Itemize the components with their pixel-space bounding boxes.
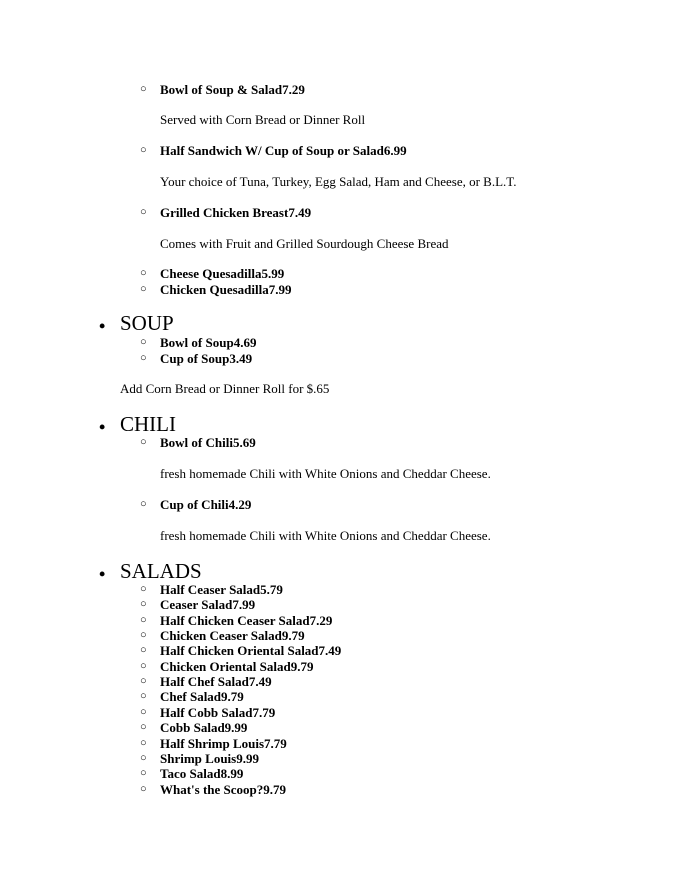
item-name: Bowl of Soup & Salad: [160, 82, 283, 97]
item-name: Grilled Chicken Breast: [160, 205, 289, 220]
item-price: 3.49: [229, 351, 253, 366]
item-name: Half Shrimp Louis: [160, 736, 265, 751]
item-description: fresh homemade Chili with White Onions and Cheddar Cheese.: [160, 466, 491, 481]
sub-bullet-icon: ○: [140, 721, 147, 733]
menu-item: [160, 83, 305, 96]
item-name: Half Chef Salad: [160, 674, 249, 689]
item-description: Your choice of Tuna, Turkey, Egg Salad, Ham and Cheese, or B.L.T.: [160, 174, 517, 189]
sub-bullet-icon: ○: [140, 660, 147, 672]
sub-bullet-icon: ○: [140, 598, 147, 610]
sub-bullet-icon: ○: [140, 675, 147, 687]
item-name: Cup of Soup: [160, 351, 230, 366]
menu-item: [160, 675, 272, 688]
sub-bullet-icon: ○: [140, 498, 147, 510]
section-title: CHILI: [120, 412, 176, 436]
sub-bullet-icon: ○: [140, 644, 147, 656]
menu-item: [160, 783, 286, 796]
item-price: 9.79: [263, 782, 287, 797]
item-name: Half Ceaser Salad: [160, 582, 261, 597]
item-price: 9.79: [281, 628, 305, 643]
item-name: What's the Scoop?: [160, 782, 264, 797]
item-price: 9.99: [236, 751, 259, 766]
menu-item: [160, 660, 314, 673]
item-name: Ceaser Salad: [160, 597, 233, 612]
sub-bullet-icon: ○: [140, 436, 147, 448]
item-description: Served with Corn Bread or Dinner Roll: [160, 112, 366, 127]
item-name: Bowl of Soup: [160, 335, 234, 350]
menu-item: [160, 206, 311, 219]
item-price: 4.29: [228, 497, 252, 512]
sub-bullet-icon: ○: [140, 783, 147, 795]
item-name: Taco Salad: [160, 766, 221, 781]
sub-bullet-icon: ○: [140, 767, 147, 779]
menu-item: [160, 436, 256, 449]
item-name: Chicken Oriental Salad: [160, 659, 291, 674]
section-title: SOUP: [120, 311, 174, 335]
item-price: 7.79: [252, 705, 276, 720]
section-title: SALADS: [120, 559, 202, 583]
sub-bullet-icon: ○: [140, 583, 147, 595]
sub-bullet-icon: ○: [140, 706, 147, 718]
menu-item: [160, 498, 251, 511]
item-name: Cheese Quesadilla: [160, 266, 262, 281]
item-name: Half Cobb Salad: [160, 705, 253, 720]
item-price: 4.69: [233, 335, 257, 350]
sub-bullet-icon: ○: [140, 352, 147, 364]
section-bullet-icon: •: [99, 316, 106, 336]
sub-bullet-icon: ○: [140, 752, 147, 764]
sub-bullet-icon: ○: [140, 83, 147, 95]
menu-item: [160, 336, 256, 349]
item-price: 5.99: [261, 266, 285, 281]
menu-item: [160, 644, 341, 657]
menu-item: [160, 598, 255, 611]
item-price: 9.79: [290, 659, 314, 674]
item-price: 7.29: [282, 82, 305, 97]
menu-item: [160, 690, 244, 703]
menu-item: [160, 706, 275, 719]
item-price: 5.79: [260, 582, 283, 597]
item-name: Shrimp Louis: [160, 751, 237, 766]
item-name: Bowl of Chili: [160, 435, 233, 450]
sub-bullet-icon: ○: [140, 283, 147, 295]
item-description: Comes with Fruit and Grilled Sourdough Cheese Bread: [160, 236, 449, 251]
menu-item: [160, 752, 259, 765]
menu-item: [160, 614, 332, 627]
sub-bullet-icon: ○: [140, 267, 147, 279]
section-bullet-icon: •: [99, 417, 106, 437]
sub-bullet-icon: ○: [140, 629, 147, 641]
item-price: 7.49: [318, 643, 342, 658]
menu-item: [160, 267, 284, 280]
menu-item: [160, 737, 287, 750]
menu-item: [160, 629, 305, 642]
item-price: 7.99: [268, 282, 292, 297]
item-name: Half Sandwich W/ Cup of Soup or Salad: [160, 143, 384, 158]
menu-item: [160, 721, 247, 734]
item-price: 8.99: [220, 766, 244, 781]
item-name: Chicken Ceaser Salad: [160, 628, 282, 643]
item-price: 5.69: [232, 435, 256, 450]
section-note: Add Corn Bread or Dinner Roll for $.65: [120, 381, 330, 396]
item-description: fresh homemade Chili with White Onions and Cheddar Cheese.: [160, 528, 491, 543]
menu-item: [160, 583, 283, 596]
item-price: 7.79: [264, 736, 287, 751]
item-name: Cup of Chili: [160, 497, 229, 512]
item-name: Half Chicken Oriental Salad: [160, 643, 319, 658]
sub-bullet-icon: ○: [140, 690, 147, 702]
item-name: Chef Salad: [160, 689, 222, 704]
section-bullet-icon: •: [99, 564, 106, 584]
menu-item: [160, 352, 252, 365]
menu-item: [160, 283, 291, 296]
item-price: 7.29: [309, 613, 333, 628]
sub-bullet-icon: ○: [140, 206, 147, 218]
item-price: 7.49: [288, 205, 312, 220]
item-price: 9.99: [224, 720, 248, 735]
item-price: 7.99: [232, 597, 256, 612]
item-name: Chicken Quesadilla: [160, 282, 269, 297]
sub-bullet-icon: ○: [140, 737, 147, 749]
sub-bullet-icon: ○: [140, 336, 147, 348]
item-price: 9.79: [221, 689, 244, 704]
item-name: Cobb Salad: [160, 720, 225, 735]
item-name: Half Chicken Ceaser Salad: [160, 613, 310, 628]
sub-bullet-icon: ○: [140, 144, 147, 156]
menu-item: [160, 767, 243, 780]
menu-item: [160, 144, 407, 157]
sub-bullet-icon: ○: [140, 614, 147, 626]
item-price: 6.99: [383, 143, 407, 158]
item-price: 7.49: [248, 674, 272, 689]
